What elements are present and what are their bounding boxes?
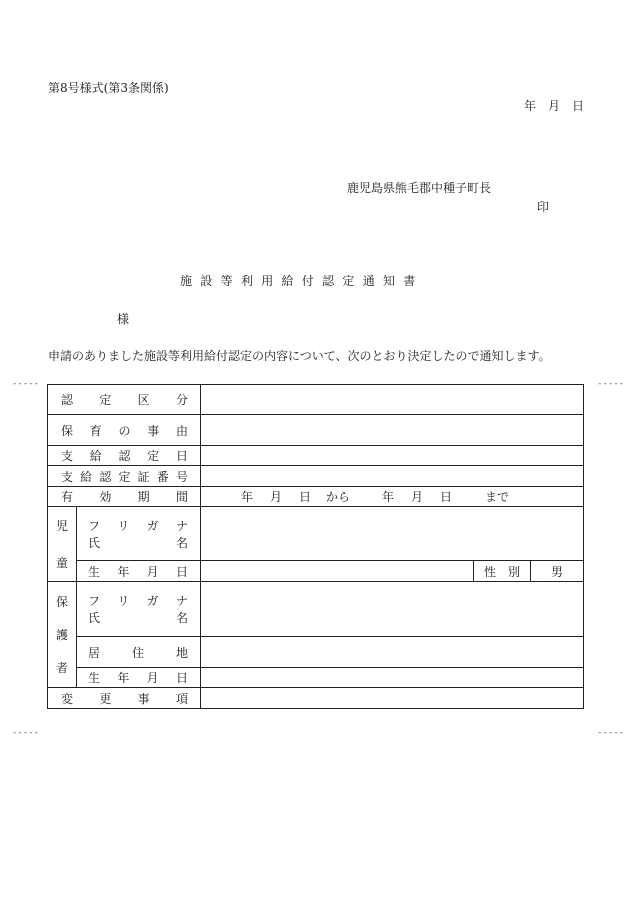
label-child-birthdate: 生 年 月 日: [77, 561, 201, 582]
value-guardian-name[interactable]: [201, 582, 584, 637]
label-guardian-birthdate: 生 年 月 日: [77, 668, 201, 688]
value-changes[interactable]: [201, 688, 584, 709]
label-child-furigana-name: フ リ ガ ナ 氏 名: [77, 507, 201, 561]
label-child-group: 児 童: [48, 507, 77, 582]
label-guardian-group: 保 護 者: [48, 582, 77, 688]
cut-mark-top-left: -----: [12, 379, 40, 389]
issuer-name: 鹿児島県熊毛郡中種子町長: [347, 181, 492, 195]
row-changes: [48, 688, 584, 709]
date-month: 月: [548, 99, 561, 113]
value-validity[interactable]: 年 月 日 から 年 月 日 まで: [201, 487, 584, 507]
value-gender[interactable]: 男: [530, 561, 583, 581]
notice-body: 申請のありました施設等利用給付認定の内容について、次のとおり決定したので通知します。: [48, 349, 551, 363]
value-category[interactable]: [201, 385, 584, 415]
value-guardian-birthdate[interactable]: [201, 668, 584, 688]
value-child-name[interactable]: [201, 507, 584, 561]
label-validity: 有 効 期 間: [48, 487, 201, 507]
row-guardian-birthdate: [48, 668, 584, 688]
cut-mark-bottom-right: -----: [597, 728, 625, 738]
label-cert-number: 支 給 認 定 証 番 号: [48, 466, 201, 487]
row-category: [48, 385, 584, 415]
value-child-birthdate[interactable]: [201, 561, 473, 581]
row-child-birthdate: [48, 561, 584, 582]
row-reason: [48, 415, 584, 446]
label-changes: 変 更 事 項: [48, 688, 201, 709]
row-guardian-furigana-name: [48, 582, 584, 637]
label-guardian-address: 居 住 地: [77, 637, 201, 668]
cut-mark-top-right: -----: [597, 379, 625, 389]
row-child-furigana-name: [48, 507, 584, 561]
label-reason: 保 育 の 事 由: [48, 415, 201, 446]
row-pay-date: [48, 446, 584, 466]
value-guardian-address[interactable]: [201, 637, 584, 668]
certification-table: [47, 384, 584, 709]
issue-date: [524, 100, 584, 112]
form-number: 第8号様式(第3条関係): [48, 81, 169, 95]
row-cert-number: [48, 466, 584, 487]
value-reason[interactable]: [201, 415, 584, 446]
document-title: 施設等利用給付認定通知書: [180, 274, 424, 288]
label-guardian-furigana-name: フ リ ガ ナ 氏 名: [77, 582, 201, 637]
label-category: 認 定 区 分: [48, 385, 201, 415]
row-guardian-address: [48, 637, 584, 668]
date-day: 日: [572, 99, 585, 113]
label-pay-date: 支 給 認 定 日: [48, 446, 201, 466]
seal-mark: 印: [537, 200, 550, 214]
value-cert-number[interactable]: [201, 466, 584, 487]
value-child-birthdate-gender: [201, 561, 584, 582]
row-validity: [48, 487, 584, 507]
addressee-suffix: 様: [117, 312, 130, 326]
cut-mark-bottom-left: -----: [12, 728, 40, 738]
value-pay-date[interactable]: [201, 446, 584, 466]
date-year: 年: [524, 99, 537, 113]
label-gender: 性 別: [473, 561, 530, 581]
